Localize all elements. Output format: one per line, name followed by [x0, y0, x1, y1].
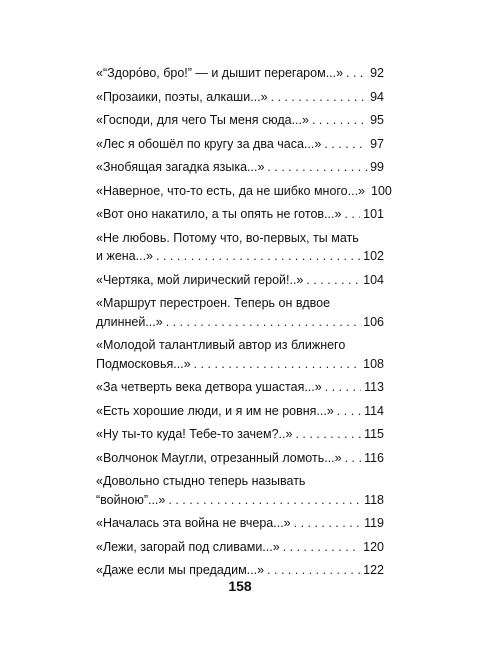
dot-leader	[325, 378, 361, 397]
toc-entry-title-line: «Господи, для чего Ты меня сюда...»	[96, 113, 309, 127]
toc-entry	[96, 378, 384, 397]
toc-entry	[96, 294, 384, 331]
toc-entry-page-number: 120	[363, 539, 384, 554]
toc-entry-last-line	[96, 449, 384, 468]
toc-entry-title-line: «Есть хорошие люди, и я им не ровня...»	[96, 403, 334, 418]
toc-entry-last-line	[96, 64, 384, 83]
toc-entry-title-line: «“Здоро́во, бро!” — и дышит перегаром...»	[96, 66, 344, 80]
dot-leader	[344, 205, 360, 224]
toc-entry-title-line: Подмосковья...»	[96, 356, 191, 371]
dot-leader	[283, 538, 360, 557]
toc-entry	[96, 158, 384, 177]
toc-entry-title-line: «Довольно стыдно теперь называть	[96, 474, 306, 488]
dot-leader	[168, 491, 361, 510]
toc-entry-title-line: «Лежи, загорай под сливами...»	[96, 539, 280, 554]
toc-entry-page-number: 115	[364, 427, 384, 441]
dot-leader	[271, 88, 368, 107]
toc-entry-page-number: 104	[363, 272, 384, 287]
toc-entry-title-line: «Наверное, что-то есть, да не шибко много...»	[96, 183, 366, 198]
toc-entry-title-line: «За четверть века детвора ушастая...»	[96, 380, 322, 394]
toc-entry-last-line	[96, 402, 384, 421]
toc-entry-title-line: «Знобящая загадка языка...»	[96, 160, 265, 174]
toc-entry-last-line	[96, 158, 384, 177]
toc-entry-last-line	[96, 425, 384, 444]
dot-leader	[295, 425, 361, 444]
toc-entry-title-line: «Молодой талантливый автор из ближнего	[96, 338, 346, 352]
toc-entry	[96, 111, 384, 130]
dot-leader	[294, 514, 361, 533]
toc-entry	[96, 182, 392, 201]
dot-leader	[166, 313, 360, 332]
toc-entry	[96, 472, 384, 509]
toc-entry-page-number: 97	[370, 136, 384, 151]
toc-entry-page-number: 101	[363, 207, 384, 221]
toc-entry-last-line	[96, 491, 384, 510]
toc-entry	[96, 64, 384, 83]
toc-entry-title-line: длинней...»	[96, 314, 163, 329]
dot-leader	[346, 64, 367, 83]
table-of-contents	[96, 64, 392, 585]
toc-entry-page-number: 99	[370, 160, 384, 174]
toc-entry	[96, 561, 384, 580]
toc-entry-last-line	[96, 135, 384, 154]
page-number: 158	[228, 578, 252, 594]
toc-entry	[96, 205, 384, 224]
toc-entry-title-line: «Лес я обошёл по кругу за два часа...»	[96, 136, 322, 151]
toc-entry-page-number: 92	[370, 66, 384, 80]
toc-entry-last-line	[96, 378, 384, 397]
toc-entry	[96, 88, 384, 107]
toc-entry-last-line	[96, 514, 384, 533]
toc-entry-title-line: «Прозаики, поэты, алкаши...»	[96, 89, 268, 104]
toc-entry	[96, 514, 384, 533]
toc-entry-title-line: «Даже если мы предадим...»	[96, 563, 265, 577]
dot-leader	[312, 111, 367, 130]
toc-entry	[96, 135, 384, 154]
toc-entry-last-line	[96, 247, 384, 266]
toc-entry-page-number: 95	[370, 113, 384, 127]
dot-leader	[267, 158, 367, 177]
toc-entry-last-line	[96, 313, 384, 332]
dot-leader	[306, 271, 360, 290]
toc-entry-title-line: «Вот оно накатило, а ты опять не готов...»	[96, 207, 342, 221]
toc-entry	[96, 402, 384, 421]
dot-leader	[324, 135, 367, 154]
toc-entry	[96, 229, 384, 266]
toc-entry-last-line	[96, 561, 384, 580]
toc-entry	[96, 271, 384, 290]
toc-entry-title-line: «Маршрут перестроен. Теперь он вдвое	[96, 296, 331, 310]
toc-entry-page-number: 118	[364, 492, 384, 507]
toc-entry-page-number: 119	[364, 516, 384, 530]
dot-leader	[267, 561, 360, 580]
toc-entry-page-number: 108	[363, 356, 384, 371]
toc-entry-title-line: и жена...»	[96, 249, 153, 263]
toc-entry-last-line	[96, 205, 384, 224]
toc-entry	[96, 336, 384, 373]
toc-entry	[96, 449, 384, 468]
toc-entry-last-line	[96, 111, 384, 130]
dot-leader	[156, 247, 360, 266]
toc-entry-title-line: “войною”...»	[96, 492, 166, 507]
toc-entry-page-number: 116	[364, 450, 384, 465]
toc-entry	[96, 425, 384, 444]
toc-entry-title-line: «Волчонок Маугли, отрезанный ломоть...»	[96, 450, 342, 465]
dot-leader	[345, 449, 361, 468]
dot-leader	[194, 355, 361, 374]
toc-entry-last-line	[96, 271, 384, 290]
toc-entry-page-number: 94	[370, 89, 384, 104]
toc-entry-last-line	[96, 88, 384, 107]
toc-entry-title-line: «Началась эта война не вчера...»	[96, 516, 291, 530]
dot-leader	[337, 402, 361, 421]
toc-entry	[96, 538, 384, 557]
toc-entry-page-number: 114	[364, 403, 384, 418]
toc-entry-page-number: 113	[364, 380, 384, 394]
toc-entry-title-line: «Чертяка, мой лирический герой!..»	[96, 272, 304, 287]
toc-entry-last-line	[96, 355, 384, 374]
toc-entry-title-line: «Ну ты-то куда! Тебе-то зачем?..»	[96, 427, 293, 441]
toc-entry-last-line	[96, 182, 392, 201]
toc-entry-page-number: 122	[363, 563, 384, 577]
toc-entry-page-number: 102	[363, 249, 384, 263]
toc-entry-last-line	[96, 538, 384, 557]
toc-entry-page-number: 106	[363, 314, 384, 329]
toc-entry-title-line: «Не любовь. Потому что, во-первых, ты мать	[96, 230, 359, 245]
toc-entry-page-number: 100	[371, 183, 392, 198]
